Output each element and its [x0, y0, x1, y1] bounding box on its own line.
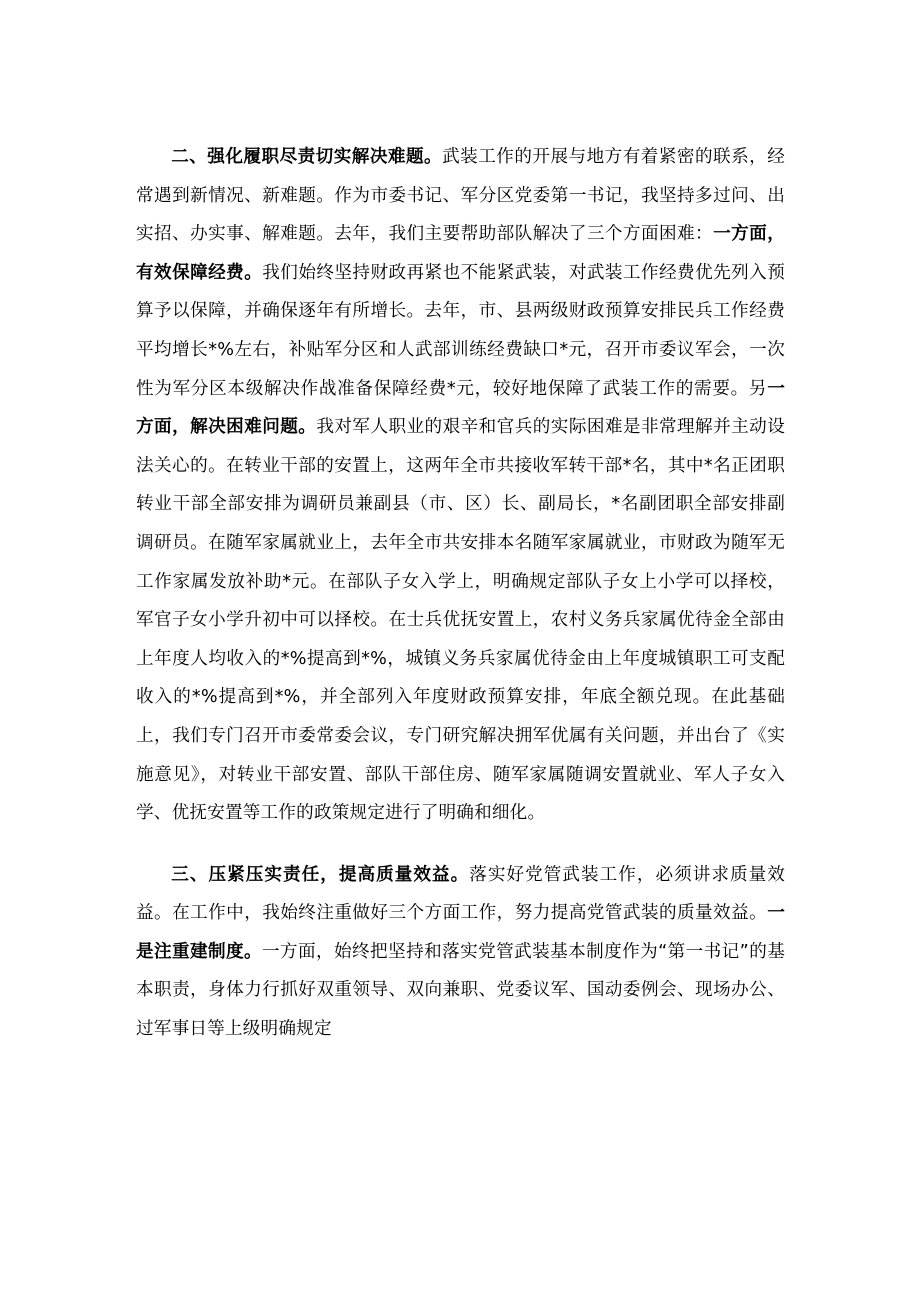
paragraph-text: 落实好党管武装工作，必须讲求质量效益。在工作中，我始终注重做好三个方面工作，努力提高党管武装的质量效益。	[136, 864, 786, 924]
paragraph-text: 我们始终坚持财政再紧也不能紧武装，对武装工作经费优先列入预算予以保障，并确保逐年有所增长。去年，市、县两级财政预算安排民兵工作经费平均增长*%左右，补贴军分区和人武部训练经费缺口*元，召开市委议军会，一次性为军分区本级解决作战准备保障经费*元，较好地保障了武装工作的需要。另	[136, 262, 785, 399]
paragraph-section-three	[136, 856, 785, 1049]
emphasis-text: 一方面，有效保障经费。	[136, 224, 785, 283]
section-three-heading: 三、压紧压实责任，提高质量效益。	[171, 864, 470, 885]
paragraph-text: 我对军人职业的艰辛和官兵的实际困难是非常理解并主动设法关心的。在转业干部的安置上，这两年全市共接收军转干部*名，其中*名正团职转业干部全部安排为调研员兼副县（市、区）长、副局长，*名副团职全部安排副调研员。在随军家属就业上，去年全市共安排本名随军家属就业，市财政为随军无工作家属发放补助*元。在部队子女入学上，明确规定部队子女上小学可以择校，军官子女小学升初中可以择校。在士兵优抚安置上，农村义务兵家属优待金全部由上年度人均收入的*%提高到*%，城镇义务兵家属优待金由上年度城镇职工可支配收入的*%提高到*%，并全部列入年度财政预算安排，年底全额兑现。在此基础上，我们专门召开市委常委会议，专门研究解决拥军优属有关问题，并出台了《实施意见》，对转业干部安置、部队干部住房、随军家属随调安置就业、军人子女入学、优抚安置等工作的政策规定进行了明确和细化。	[136, 417, 785, 824]
paragraph-text: 一方面，始终把坚持和落实党管武装基本制度作为“第一书记”的基本职责，身体力行抓好双重领导、双向兼职、党委议军、国动委例会、现场办公、过军事日等上级明确规定	[136, 941, 785, 1040]
emphasis-text: 一方面，解决困难问题。	[136, 378, 785, 438]
paragraph-section-two	[136, 138, 785, 833]
section-two-heading: 二、强化履职尽责切实解决难题。	[171, 147, 443, 167]
emphasis-text: 一是注重建制度。	[136, 903, 785, 962]
paragraph-text: 武装工作的开展与地方有着紧密的联系，经常遇到新情况、新难题。作为市委书记、军分区党委第一书记，我坚持多过问、出实招、办实事、解难题。去年，我们主要帮助部队解决了三个方面困难：	[136, 147, 785, 245]
